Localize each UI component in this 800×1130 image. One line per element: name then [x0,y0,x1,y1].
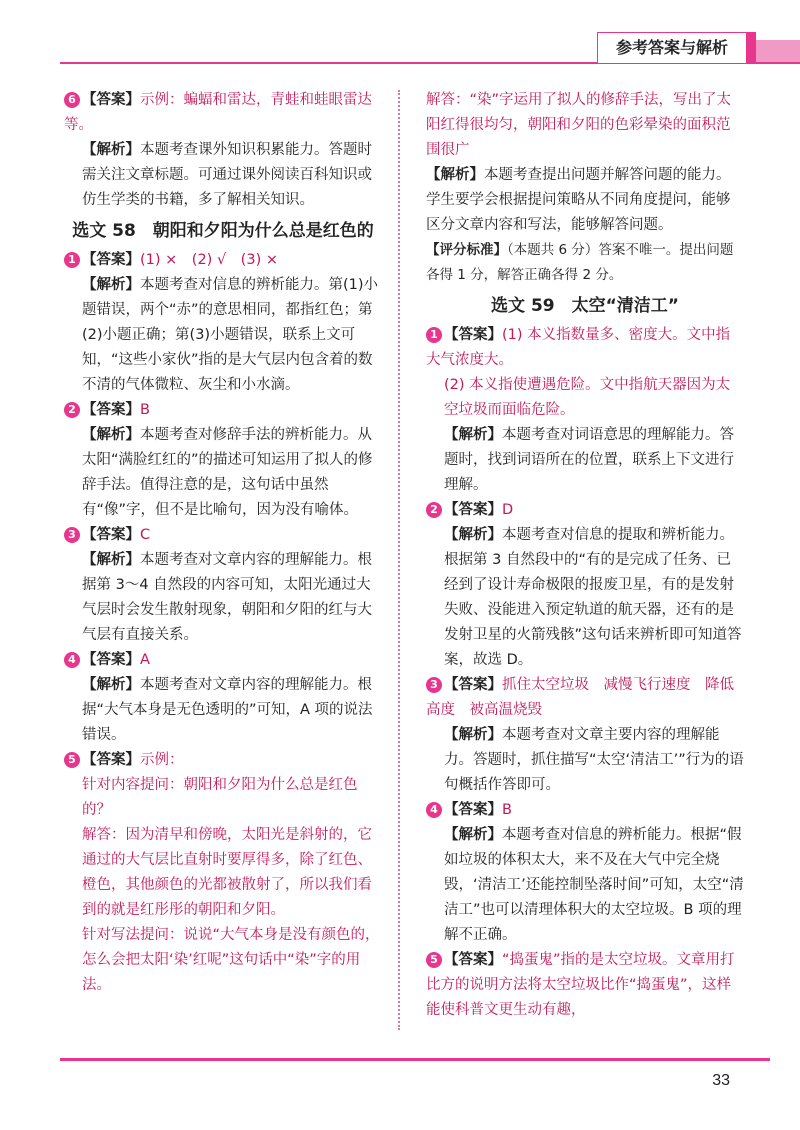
question-3 [64,523,382,648]
question-number: 6 [64,92,80,108]
explanation-label: 【解析】 [82,552,140,568]
answer-text: B [140,402,150,418]
answer-content-solution: 解答：因为清早和傍晚，太阳光是斜射的，它通过的大气层比直射时要厚得多，除了红色、橙色，其他颜色的光都被散射了，所以我们看到的就是红彤彤的朝阳和夕阳。 [82,827,372,918]
answer-content-question: 针对内容提问：朝阳和夕阳为什么总是红色的？ [82,777,358,818]
explanation-label: 【解析】 [444,727,502,743]
header-accent [746,32,756,62]
explanation-text: 本题考查对信息的辨析能力。根据“假如垃圾的体积太大，来不及在大气中完全烧毁，‘清洁工’还能控制坠落时间”可知，太空“清洁工”也可以清理体积大的太空垃圾。B 项的理解不正确。 [444,827,744,943]
answer-text-2: (2) 本义指使遭遇危险。文中指航天器因为太空垃圾而面临危险。 [444,377,731,418]
answer-text: A [140,652,150,668]
answer-label: 【答案】 [444,952,502,968]
section-title-59: 选文 59 太空“清洁工” [491,296,679,316]
explanation-label: 【解析】 [444,427,502,443]
question-4 [426,798,744,948]
question-2 [426,498,744,673]
answer-writing-question: 针对写法提问：说说“大气本身是没有颜色的，怎么会把太阳‘染’红呢”这句话中“染”字的用法。 [82,927,380,993]
explanation-text: 本题考查课外知识积累能力。答题时需关注文章标题。可通过课外阅读百科知识或仿生学类的书籍，多了解相关知识。 [82,142,372,208]
explanation-text: 本题考查对信息的提取和辨析能力。根据第 3 自然段中的“有的是完成了任务、已经到了设计寿命极限的报废卫星，有的是发射失败、没能进入预定轨道的航天器，还有的是发射卫星的火箭残骸”这句话来辨析即可知道答案，故选 D。 [444,527,742,668]
answer-label: 【答案】 [444,327,502,343]
question-5 [64,748,382,998]
question-4 [64,648,382,748]
answer-label: 【答案】 [444,502,502,518]
question-6 [64,88,382,213]
answer-text: B [502,802,512,818]
question-5 [426,948,744,1023]
question-number: 4 [426,802,442,818]
explanation-label: 【解析】 [426,167,484,183]
question-number: 3 [64,527,80,543]
answer-text: 示例：蝙蝠和雷达，青蛙和蛙眼雷达等。 [64,92,372,133]
question-number: 5 [64,752,80,768]
explanation-text: 本题考查对修辞手法的辨析能力。从太阳“满脸红红的”的描述可知运用了拟人的修辞手法。值得注意的是，这句话中虽然有“像”字，但不是比喻句，因为没有喻体。 [82,427,373,518]
header-title: 参考答案与解析 [597,32,746,63]
question-number: 5 [426,952,442,968]
answer-text: 抓住太空垃圾 减慢飞行速度 降低高度 被高温烧毁 [426,677,734,718]
answer-label: 【答案】 [82,92,140,108]
answer-text: 示例： [140,752,184,768]
answer-label: 【答案】 [82,402,140,418]
explanation-label: 【解析】 [82,677,140,693]
scoring-text: （本题共 6 分）答案不唯一。提出问题各得 1 分，解答正确各得 2 分。 [426,242,734,283]
answer-text: D [502,502,514,518]
question-3 [426,673,744,798]
explanation-text: 本题考查对词语意思的理解能力。答题时，找到词语所在的位置，联系上下文进行理解。 [444,427,734,493]
answer-text: (1) × (2) √ (3) × [140,252,278,268]
header-accent-light [756,40,800,62]
footer-rule [60,1058,770,1061]
explanation-text: 本题考查提出问题并解答问题的能力。学生要学会根据提问策略从不同角度提问，能够区分文章内容和写法，能够解答问题。 [426,167,731,233]
explanation-text: 本题考查对信息的辨析能力。第(1)小题错误，两个“赤”的意思相同，都指红色；第(2)小题正确；第(3)小题错误，联系上文可知，“这些小家伙”指的是大气层内包含着的数不清的气体微粒、灰尘和小水滴。 [82,277,379,393]
explanation-text: 本题考查对文章主要内容的理解能力。答题时，抓住描写“太空‘清洁工’”行为的语句概括作答即可。 [444,727,744,793]
explanation-label: 【解析】 [82,427,140,443]
question-number: 3 [426,677,442,693]
answer-text: “捣蛋鬼”指的是太空垃圾。文章用打比方的说明方法将太空垃圾比作“捣蛋鬼”，这样能使科普文更生动有趣， [426,952,735,1018]
answer-label: 【答案】 [82,652,140,668]
explanation-text: 本题考查对文章内容的理解能力。根据第 3～4 自然段的内容可知，太阳光通过大气层时会发生散射现象，朝阳和夕阳的红与大气层有直接关系。 [82,552,372,643]
explanation-label: 【解析】 [82,277,140,293]
question-number: 1 [64,252,80,268]
explanation-text: 本题考查对文章内容的理解能力。根据“大气本身是无色透明的”可知，A 项的说法错误。 [82,677,373,743]
answer-writing-solution: 解答：“染”字运用了拟人的修辞手法，写出了太阳红得很均匀，朝阳和夕阳的色彩晕染的面积范围很广 [426,92,732,158]
answer-label: 【答案】 [444,677,502,693]
left-column [64,88,382,998]
explanation-label: 【解析】 [82,142,140,158]
question-1 [426,323,744,498]
answer-label: 【答案】 [82,527,140,543]
explanation-label: 【解析】 [444,827,502,843]
explanation-label: 【解析】 [444,527,502,543]
answer-label: 【答案】 [82,752,140,768]
question-1 [64,248,382,398]
scoring-label: 【评分标准】 [426,242,507,258]
answer-label: 【答案】 [444,802,502,818]
question-number: 4 [64,652,80,668]
section-title-58: 选文 58 朝阳和夕阳为什么总是红色的 [72,221,374,241]
question-number: 2 [64,402,80,418]
answer-text: (1) 本义指数量多、密度大。文中指大气浓度大。 [426,327,731,368]
column-divider [398,90,400,1030]
answer-label: 【答案】 [82,252,140,268]
question-number: 2 [426,502,442,518]
right-column [426,88,744,1023]
page-number: 33 [712,1072,730,1089]
answer-text: C [140,527,151,543]
question-2 [64,398,382,523]
question-number: 1 [426,327,442,343]
